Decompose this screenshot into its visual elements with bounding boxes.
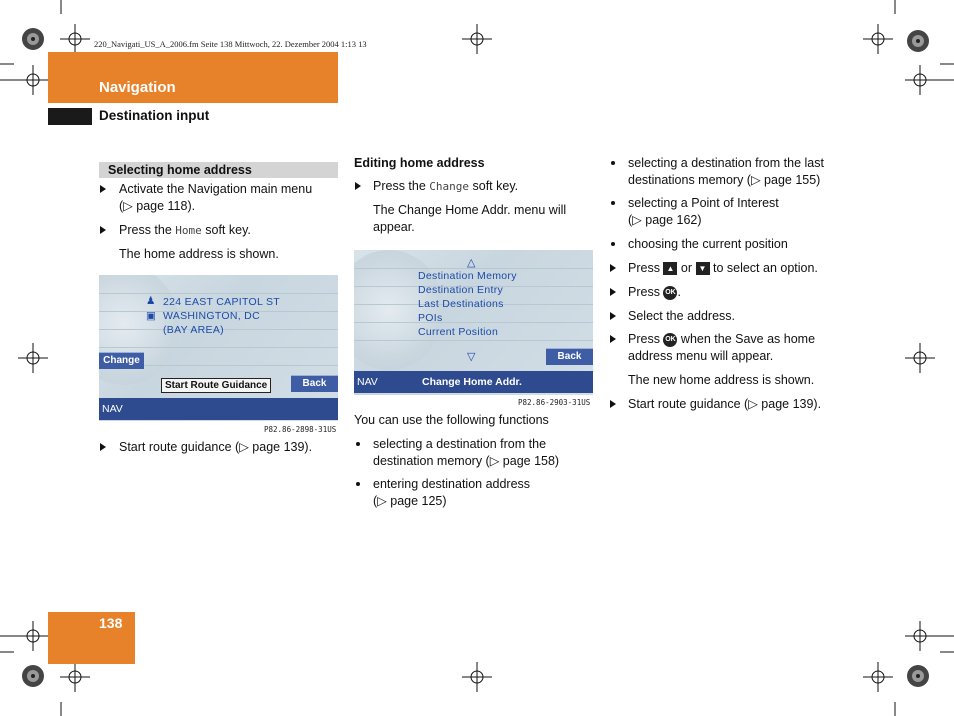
result-text: appear. bbox=[373, 220, 415, 234]
step-arrow-icon bbox=[100, 443, 106, 451]
step-text: address menu will appear. bbox=[628, 349, 774, 363]
city-icon: ▣ bbox=[146, 310, 157, 322]
step-text-part: Press bbox=[628, 332, 664, 346]
step-text-part: when the Save as home bbox=[677, 332, 816, 346]
address-line: (BAY AREA) bbox=[163, 324, 224, 336]
bullet-text: choosing the current position bbox=[628, 237, 788, 251]
softkey-name: Change bbox=[429, 180, 470, 193]
step-text: Start route guidance (▷ page 139). bbox=[119, 440, 313, 454]
step-text bbox=[628, 331, 815, 348]
nav-status-bar bbox=[99, 398, 338, 420]
step-text bbox=[119, 222, 251, 239]
result-text: The home address is shown. bbox=[119, 247, 279, 261]
step-arrow-icon bbox=[100, 226, 106, 234]
result-text: The Change Home Addr. menu will bbox=[373, 203, 567, 217]
step-text: Activate the Navigation main menu bbox=[119, 182, 313, 196]
step-text: Start route guidance (▷ page 139). bbox=[628, 397, 822, 411]
step-text-part: Press the bbox=[373, 179, 430, 193]
subsection-heading: Selecting home address bbox=[108, 163, 252, 177]
subsection-heading: Editing home address bbox=[354, 156, 485, 170]
bullet-icon bbox=[611, 161, 615, 165]
scroll-down-icon[interactable]: ▽ bbox=[467, 351, 476, 363]
step-text-part: soft key. bbox=[469, 179, 519, 193]
screen-home-address bbox=[99, 275, 338, 421]
step-arrow-icon bbox=[610, 400, 616, 408]
change-softkey[interactable]: Change bbox=[99, 352, 144, 369]
bullet-text: (▷ page 125) bbox=[373, 494, 447, 508]
bullet-text: entering destination address bbox=[373, 477, 531, 491]
step-text-part: soft key. bbox=[201, 223, 251, 237]
step-arrow-icon bbox=[610, 335, 616, 343]
menu-item[interactable]: Last Destinations bbox=[418, 298, 504, 310]
page-reference: (▷ page 118). bbox=[119, 199, 196, 213]
bullet-icon bbox=[611, 201, 615, 205]
back-softkey[interactable]: Back bbox=[546, 348, 593, 365]
step-arrow-icon bbox=[610, 264, 616, 272]
bullet-icon bbox=[611, 242, 615, 246]
figure-caption: P82.86-2898-31US bbox=[264, 425, 337, 434]
bullet-text: selecting a Point of Interest bbox=[628, 196, 779, 210]
menu-item[interactable]: Current Position bbox=[418, 326, 499, 338]
step-text-part: Press bbox=[628, 261, 664, 275]
scroll-up-icon[interactable]: △ bbox=[467, 257, 476, 269]
step-text bbox=[373, 178, 518, 195]
chapter-title: Navigation bbox=[99, 79, 176, 96]
print-header: 220_Navigati_US_A_2006.fm Seite 138 Mittwoch, 22. Dezember 2004 1:13 13 bbox=[94, 39, 367, 49]
step-arrow-icon bbox=[355, 182, 361, 190]
step-text bbox=[628, 260, 818, 277]
back-softkey[interactable]: Back bbox=[291, 375, 338, 392]
address-line: WASHINGTON, DC bbox=[163, 310, 260, 322]
bullet-text: selecting a destination from the bbox=[373, 437, 547, 451]
start-route-guidance-key[interactable]: Start Route Guidance bbox=[161, 378, 271, 393]
bullet-text: (▷ page 162) bbox=[628, 213, 702, 227]
result-text: The new home address is shown. bbox=[628, 373, 815, 387]
step-text-part: or bbox=[677, 261, 696, 275]
menu-item[interactable]: Destination Memory bbox=[418, 270, 517, 282]
down-key-icon: ▼ bbox=[696, 262, 710, 275]
up-key-icon: ▲ bbox=[663, 262, 677, 275]
bullet-icon bbox=[356, 442, 360, 446]
bullet-icon bbox=[356, 482, 360, 486]
menu-item[interactable]: POIs bbox=[418, 312, 443, 324]
step-text-part: . bbox=[677, 285, 681, 299]
nav-status-bar bbox=[354, 371, 593, 393]
section-title: Destination input bbox=[99, 108, 210, 123]
bullet-text: selecting a destination from the last bbox=[628, 156, 824, 170]
step-text-part: to select an option. bbox=[709, 261, 818, 275]
step-text: Select the address. bbox=[628, 309, 736, 323]
step-arrow-icon bbox=[610, 312, 616, 320]
intro-text: You can use the following functions bbox=[354, 413, 549, 427]
figure-caption: P82.86-2903-31US bbox=[518, 398, 591, 407]
step-text bbox=[628, 284, 681, 301]
chapter-header-bar bbox=[48, 52, 338, 103]
step-text-part: Press bbox=[628, 285, 664, 299]
menu-item[interactable]: Destination Entry bbox=[418, 284, 504, 296]
house-icon: ♟ bbox=[146, 295, 156, 307]
ok-key-icon: OK bbox=[663, 333, 677, 347]
subsection-heading-bar bbox=[99, 162, 338, 178]
step-arrow-icon bbox=[610, 288, 616, 296]
address-line: 224 EAST CAPITOL ST bbox=[163, 296, 280, 308]
nav-label: NAV bbox=[357, 376, 378, 388]
softkey-name: Home bbox=[175, 224, 202, 237]
step-text-part: Press the bbox=[119, 223, 176, 237]
page-number: 138 bbox=[99, 615, 123, 631]
section-marker bbox=[48, 108, 92, 125]
screen-change-home-addr bbox=[354, 250, 593, 395]
nav-label: NAV bbox=[102, 403, 123, 415]
ok-key-icon: OK bbox=[663, 286, 677, 300]
bullet-text: destination memory (▷ page 158) bbox=[373, 454, 560, 468]
bullet-text: destinations memory (▷ page 155) bbox=[628, 173, 821, 187]
step-arrow-icon bbox=[100, 185, 106, 193]
nav-title: Change Home Addr. bbox=[422, 376, 522, 388]
